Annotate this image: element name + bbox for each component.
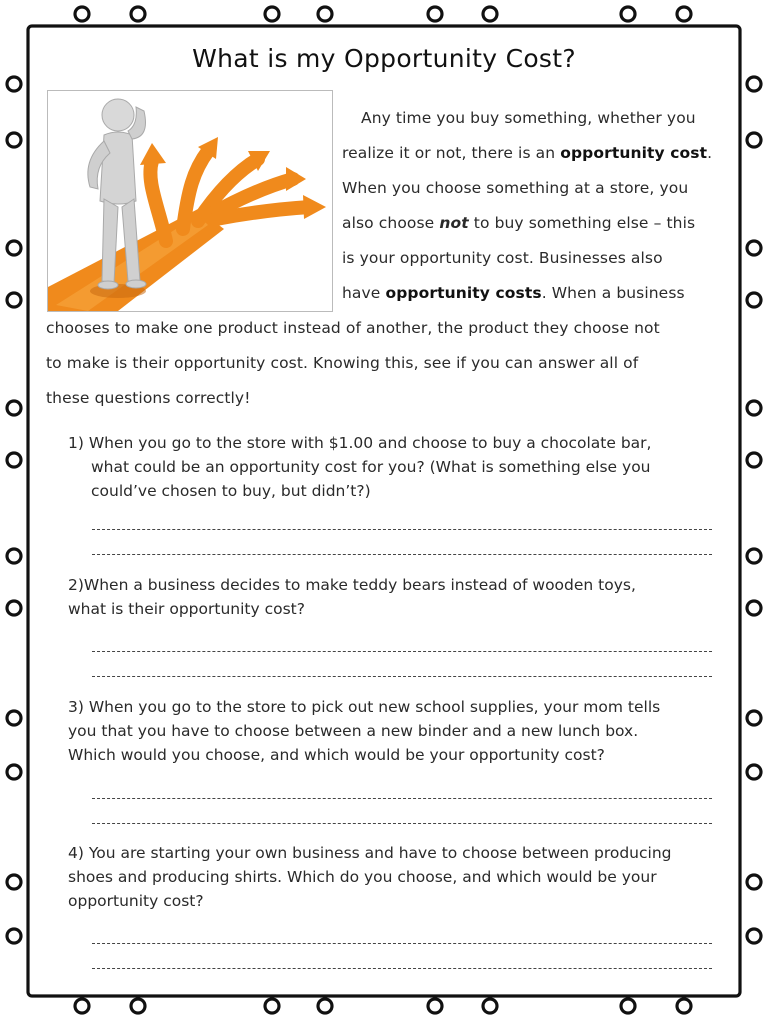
answer-line[interactable] [92, 651, 712, 652]
question-text: what is their opportunity cost? [68, 600, 305, 618]
question-text: opportunity cost? [68, 892, 204, 910]
question-text: could’ve chosen to buy, but didn’t?) [91, 482, 371, 500]
term-opportunity-costs: opportunity costs [385, 284, 542, 302]
intro-line: to make is their opportunity cost. Knowing this, see if you can answer all of [46, 354, 639, 372]
decision-arrows-illustration [47, 90, 333, 312]
intro-line: is your opportunity cost. Businesses also [342, 249, 663, 267]
border-loops-top [75, 7, 691, 21]
question-text: 2)When a business decides to make teddy bears instead of wooden toys, [68, 576, 636, 594]
answer-line[interactable] [92, 798, 712, 799]
question-text: 1) When you go to the store with $1.00 and choose to buy a chocolate bar, [68, 434, 652, 452]
question-text: 3) When you go to the store to pick out new school supplies, your mom tells [68, 698, 661, 716]
intro-line: realize it or not, there is an opportunity cost. [342, 144, 713, 162]
question-text: 4) You are starting your own business and have to choose between producing [68, 844, 672, 862]
border-loops-right [747, 77, 761, 943]
question-text: Which would you choose, and which would be your opportunity cost? [68, 746, 605, 764]
border-loops-bottom [75, 999, 691, 1013]
page-title: What is my Opportunity Cost? [192, 44, 576, 73]
intro-line: When you choose something at a store, you [342, 179, 689, 197]
answer-line[interactable] [92, 943, 712, 944]
intro-line: these questions correctly! [46, 389, 251, 407]
answer-line[interactable] [92, 529, 712, 530]
intro-line: have opportunity costs. When a business [342, 284, 685, 302]
question-text: shoes and producing shirts. Which do you choose, and which would be your [68, 868, 657, 886]
emphasis-not: not [439, 214, 469, 232]
answer-line[interactable] [92, 554, 712, 555]
intro-line: also choose not to buy something else – this [342, 214, 696, 232]
border-loops-left [7, 77, 21, 943]
intro-line: chooses to make one product instead of another, the product they choose not [46, 319, 660, 337]
question-text: you that you have to choose between a new binder and a new lunch box. [68, 722, 639, 740]
answer-line[interactable] [92, 676, 712, 677]
question-text: what could be an opportunity cost for you? (What is something else you [91, 458, 651, 476]
term-opportunity-cost: opportunity cost [560, 144, 708, 162]
answer-line[interactable] [92, 968, 712, 969]
intro-line: Any time you buy something, whether you [361, 109, 696, 127]
answer-line[interactable] [92, 823, 712, 824]
